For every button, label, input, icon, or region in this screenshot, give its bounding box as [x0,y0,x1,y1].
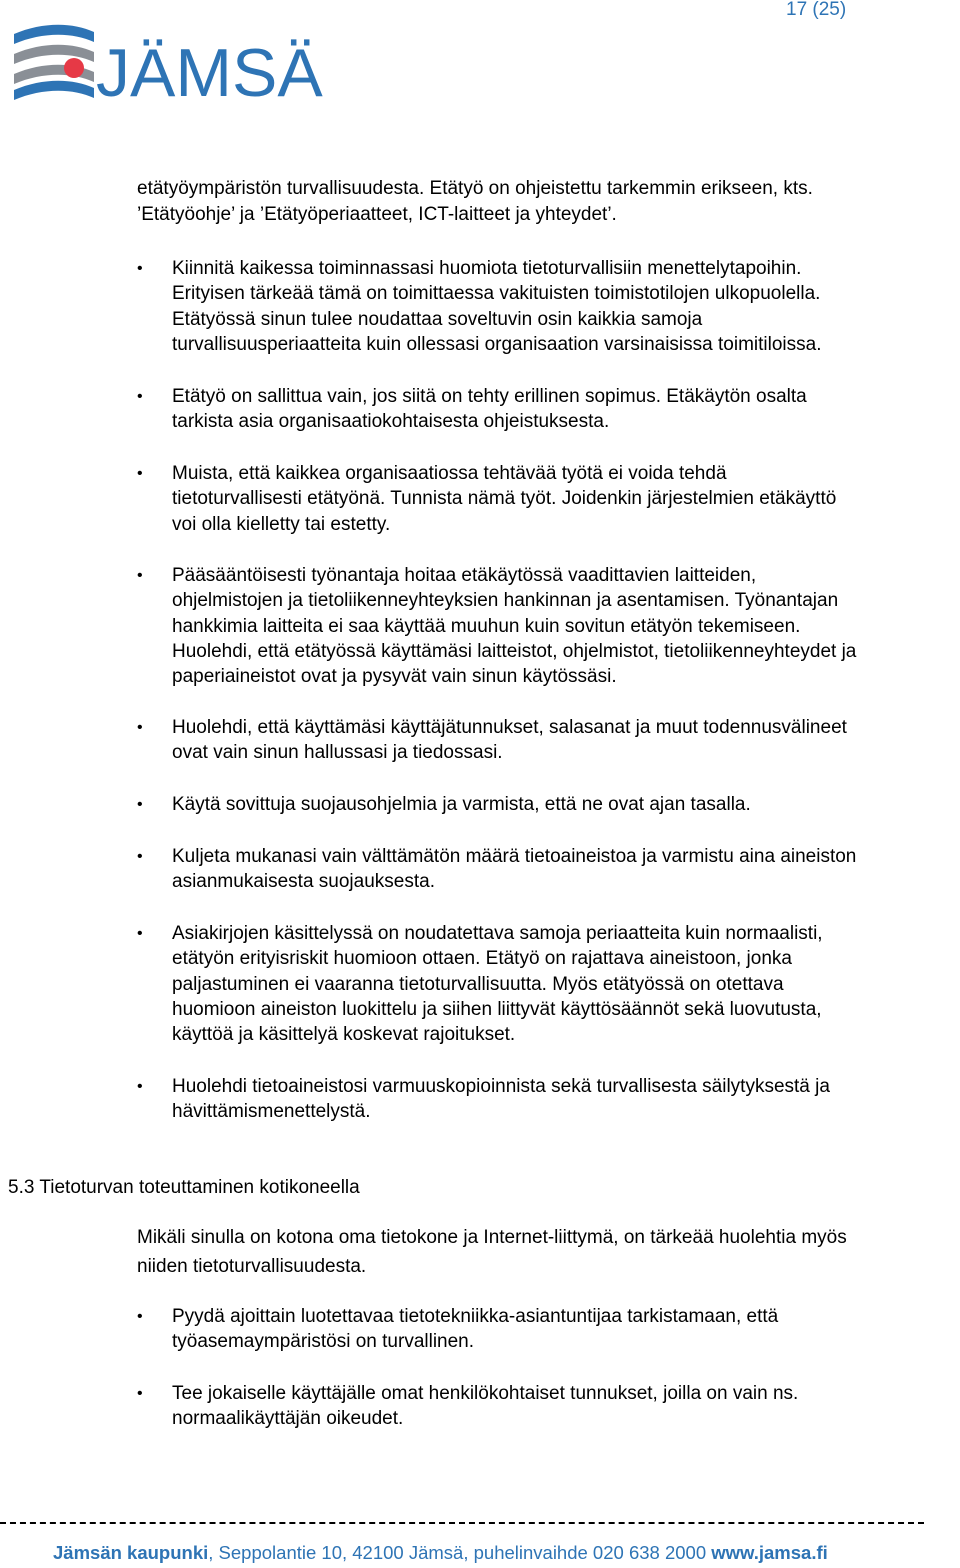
footer-org: Jämsän kaupunki [53,1542,209,1563]
list-item-text: ovat vain sinun hallussasi ja tiedossasi. [172,742,503,764]
list-item-text: paperiaineistot ovat ja pysyvät vain sinun käytössäsi. [172,666,617,688]
jamsa-logo [12,20,332,104]
list-item-text: käyttöä ja käsittelyä koskevat rajoitukset. [172,1024,516,1046]
section-intro-line-2: niiden tietoturvallisuudesta. [137,1256,367,1277]
list-item-text: paljastuminen ei vaaranna tietoturvallisuutta. Myös etätyössä on otettava [172,973,784,995]
list-item-text: Pääsääntöisesti työnantaja hoitaa etäkäytössä vaadittavien laitteiden, [172,565,757,586]
bullet-icon: • [137,1078,143,1095]
footer-website[interactable]: www.jamsa.fi [711,1542,828,1563]
bullet-icon: • [137,719,143,736]
bullet-icon: • [137,1308,143,1325]
list-item-text: Huolehdi, että etätyössä käyttämäsi laitteistot, ohjelmistot, tietoliikenneyhteydet ja [172,640,857,662]
list-item-text: Muista, että kaikkea organisaatiossa tehtävää työtä ei voida tehdä [172,463,727,484]
list-item-text: ohjelmistojen ja tietoliikenneyhteyksien hankinnan ja asentamisen. Työnantajan [172,590,839,612]
list-item-text: Asiakirjojen käsittelyssä on noudatettava samoja periaatteita kuin normaalisti, [172,923,823,944]
section-heading: 5.3 Tietoturvan toteuttaminen kotikoneella [8,1177,360,1198]
list-item-text: normaalikäyttäjän oikeudet. [172,1408,404,1430]
list-item-text: Pyydä ajoittain luotettavaa tietotekniikka-asiantuntijaa tarkistamaan, että [172,1306,779,1327]
list-item-text: Kuljeta mukanasi vain välttämätön määrä tietoaineistoa ja varmistu aina aineiston [172,846,857,867]
page-number: 17 (25) [786,0,847,20]
footer-address: , Seppolantie 10, 42100 Jämsä, puhelinvaihde 020 638 2000 [208,1542,712,1563]
list-item-text: asianmukaisesta suojauksesta. [172,871,435,893]
list-item-text: etätyön erityisriskit huomioon ottaen. Etätyö on rajattava aineistoon, jonka [172,948,792,970]
list-item-text: Huolehdi, että käyttämäsi käyttäjätunnukset, salasanat ja muut todennusvälineet [172,717,847,738]
bullet-icon: • [137,848,143,865]
bullet-icon: • [137,796,143,813]
list-item-text: Tee jokaiselle käyttäjälle omat henkilökohtaiset tunnukset, joilla on vain ns. [172,1383,799,1404]
footer-divider [0,1522,924,1524]
intro-line-1: etätyöympäristön turvallisuudesta. Etätyö on ohjeistettu tarkemmin erikseen, kts. [137,178,813,199]
bullet-icon: • [137,388,143,405]
list-item-text: Erityisen tärkeää tämä on toimittaessa vakituisten toimistotilojen ulkopuolella. [172,283,821,305]
list-item-text: Etätyö on sallittua vain, jos siitä on tehty erillinen sopimus. Etäkäytön osalta [172,386,807,407]
list-item-text: hävittämismenettelystä. [172,1101,371,1123]
list-item-text: Kiinnitä kaikessa toiminnassasi huomiota tietoturvallisiin menettelytapoihin. [172,258,802,279]
list-item-text: Käytä sovittuja suojausohjelmia ja varmista, että ne ovat ajan tasalla. [172,794,751,815]
bullet-icon: • [137,1385,143,1402]
list-item-text: voi olla kielletty tai estetty. [172,513,391,535]
intro-line-2: ’Etätyöohje’ ja ’Etätyöperiaatteet, ICT-laitteet ja yhteydet’. [137,204,617,225]
list-item-text: huomioon aineiston luokittelu ja siihen liittyvät käyttösäännöt sekä luovutusta, [172,998,822,1020]
list-item-text: työasemaympäristösi on turvallinen. [172,1331,475,1353]
list-item-text: hankkimia laitteita ei saa käyttää muuhun kuin sovitun etätyön tekemiseen. [172,615,801,637]
bullet-icon: • [137,260,143,277]
bullet-icon: • [137,567,143,584]
footer [53,1541,828,1565]
bullet-icon: • [137,925,143,942]
list-item-text: turvallisuusperiaatteita kuin ollessasi organisaation varsinaisissa toimitiloissa. [172,333,822,355]
list-item-text: tarkista asia organisaatiokohtaisesta ohjeistuksesta. [172,411,610,433]
bullet-icon: • [137,465,143,482]
list-item-text: Etätyössä sinun tulee noudattaa soveltuvin osin kaikkia samoja [172,308,703,330]
list-item-text: Huolehdi tietoaineistosi varmuuskopioinnista sekä turvallisesta säilytyksestä ja [172,1076,830,1097]
logo-text: JÄMSÄ [96,35,323,104]
section-intro-line-1: Mikäli sinulla on kotona oma tietokone ja Internet-liittymä, on tärkeää huolehtia myös [137,1227,847,1248]
list-item-text: tietoturvallisesti etätyönä. Tunnista nämä työt. Joidenkin järjestelmien etäkäyttö [172,488,837,510]
